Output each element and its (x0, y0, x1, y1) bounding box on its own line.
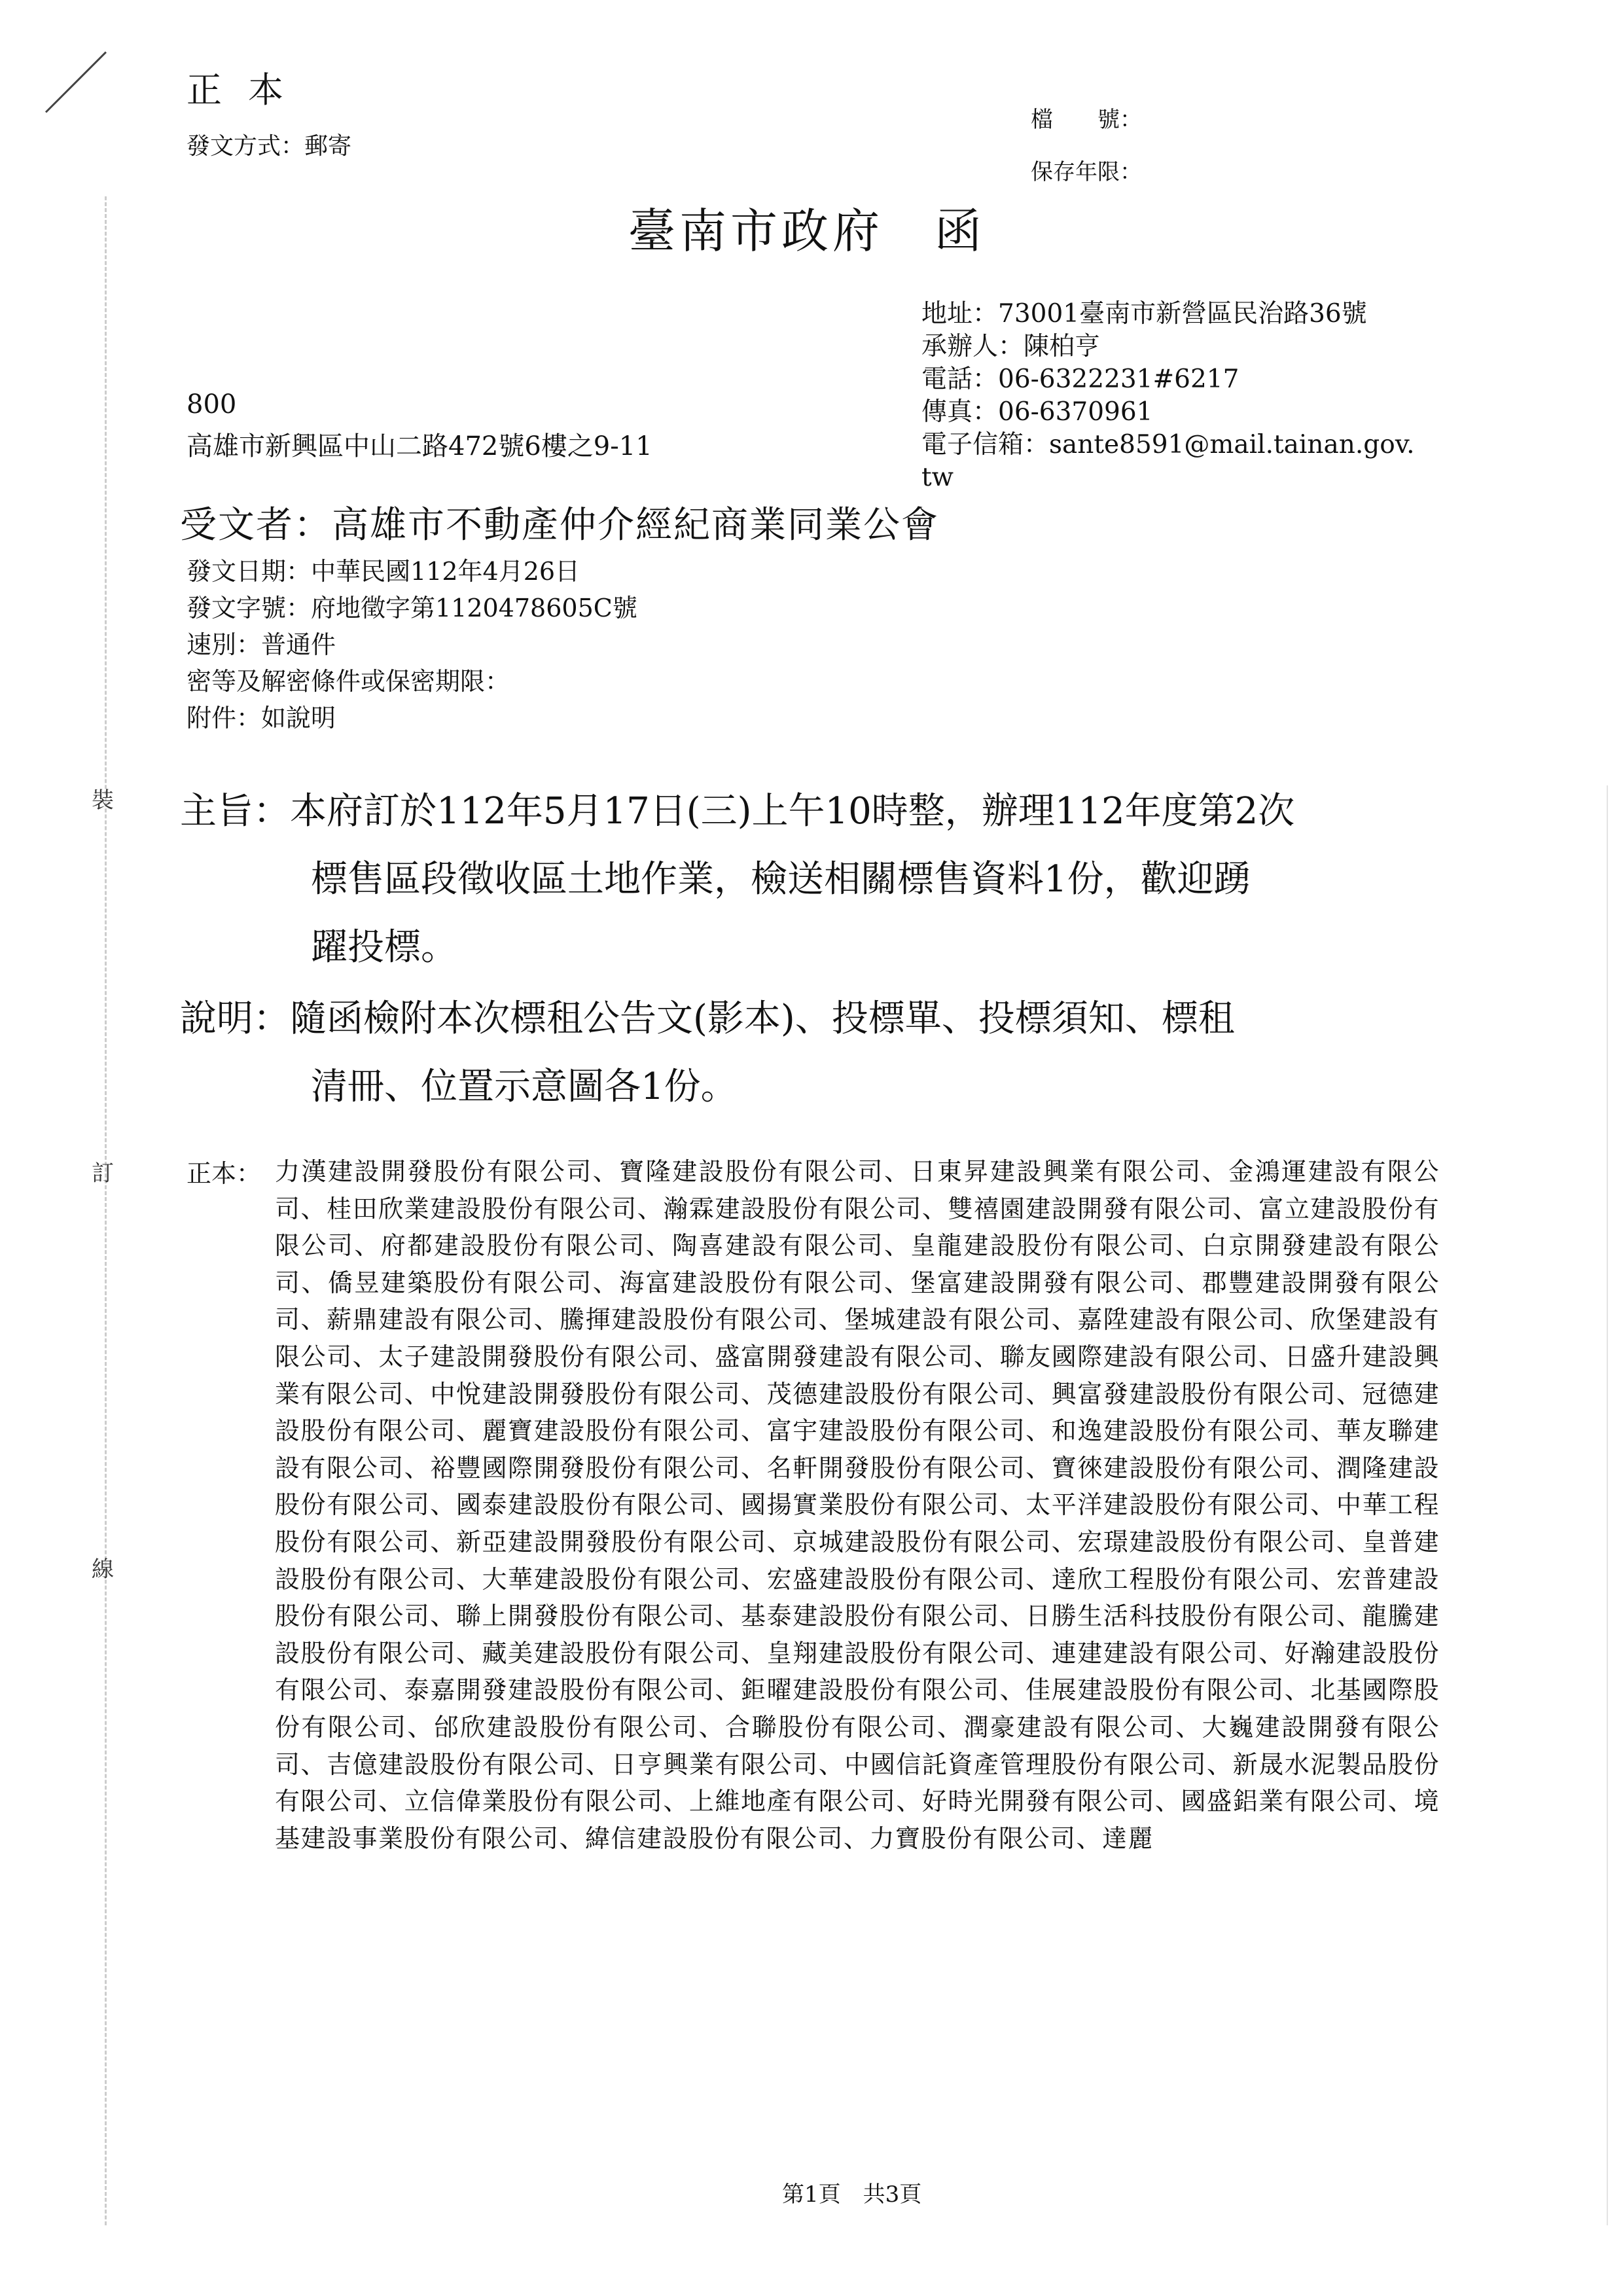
scan-edge-line (1607, 785, 1608, 2225)
subject-line-3: 躍投標。 (311, 926, 457, 969)
binding-mark-xian: 線 (92, 1556, 114, 1583)
scan-pen-mark (45, 52, 107, 113)
contact-phone: 電話：06-6322231#6217 (921, 365, 1240, 394)
document-title: 臺南市政府 函 (628, 204, 986, 259)
file-number-label: 檔 號： (1031, 107, 1142, 133)
subject-line-1: 主旨：本府訂於112年5月17日(三)上午10時整，辦理112年度第2次 (180, 790, 1295, 833)
document-number: 發文字號：府地徵字第1120478605C號 (187, 594, 637, 622)
contact-email-tail: tw (921, 463, 954, 492)
contact-address: 地址：73001臺南市新營區民治路36號 (921, 299, 1367, 329)
attachment: 附件：如說明 (187, 704, 336, 732)
security-level: 密等及解密條件或保密期限： (187, 667, 510, 696)
contact-fax: 傳真：06-6370961 (921, 397, 1153, 427)
binding-mark-ding: 訂 (92, 1160, 114, 1187)
issue-date: 發文日期：中華民國112年4月26日 (187, 557, 580, 586)
contact-handler: 承辦人：陳柏亨 (921, 332, 1101, 361)
explanation-line-1: 說明：隨函檢附本次標租公告文(影本)、投標單、投標須知、標租 (180, 997, 1235, 1040)
page-number: 第1頁 共3頁 (782, 2181, 922, 2208)
recipient-address: 高雄市新興區中山二路472號6樓之9-11 (187, 431, 652, 461)
explanation-line-2: 清冊、位置示意圖各1份。 (311, 1066, 738, 1108)
copy-recipients-list: 力漢建設開發股份有限公司、寶隆建設股份有限公司、日東昇建設興業有限公司、金鴻運建設有限公司、桂田欣業建設股份有限公司、瀚霖建設股份有限公司、雙禧園建設開發有限公司、富立建設股份有限公司、府都建設股份有限公司、陶喜建設有限公司、皇龍建設股份有限公司、白京開發建設有限公司、僑昱建築股份有限公司、海富建設股份有限公司、堡富建設開發有限公司、郡豐建設開發有限公司、薪鼎建設有限公司、騰揮建設股份有限公司、堡城建設有限公司、嘉陞建設有限公司、欣堡建設有限公司、太子建設開發股份有限公司、盛富開發建設有限公司、聯友國際建設有限公司、日盛升建設興業有限公司、中悅建設開發股份有限公司、茂德建設股份有限公司、興富發建設股份有限公司、冠德建設股份有限公司、麗寶建設股份有限公司、富宇建設股份有限公司、和逸建設股份有限公司、華友聯建設有限公司、裕豐國際開發股份有限公司、名軒開發股份有限公司、寶徠建設股份有限公司、潤隆建設股份有限公司、國泰建設股份有限公司、國揚實業股份有限公司、太平洋建設股份有限公司、中華工程股份有限公司、新亞建設開發股份有限公司、京城建設股份有限公司、宏璟建設股份有限公司、皇普建設股份有限公司、大華建設股份有限公司、宏盛建設股份有限公司、達欣工程股份有限公司、宏普建設股份有限公司、聯上開發股份有限公司、基泰建設股份有限公司、日勝生活科技股份有限公司、龍騰建設股份有限公司、藏美建設股份有限公司、皇翔建設股份有限公司、連建建設有限公司、好瀚建設股份有限公司、泰嘉開發建設股份有限公司、鉅曜建設股份有限公司、佳展建設股份有限公司、北基國際股份有限公司、邰欣建設股份有限公司、合聯股份有限公司、潤豪建設有限公司、大巍建設開發有限公司、吉億建設股份有限公司、日亨興業有限公司、中國信託資產管理股份有限公司、新晟水泥製品股份有限公司、立信偉業股份有限公司、上維地產有限公司、好時光開發有限公司、國盛鋁業有限公司、境基建設事業股份有限公司、緯信建設股份有限公司、力寶股份有限公司、達麗 (275, 1157, 1440, 1853)
contact-info (921, 298, 1415, 494)
binding-guide-line (105, 196, 107, 2225)
copy-type-label: 正本 (187, 69, 310, 111)
recipient-postal-code: 800 (187, 389, 237, 420)
document-meta (187, 553, 637, 736)
subject-section (180, 778, 1489, 982)
subject-line-2: 標售區段徵收區土地作業，檢送相關標售資料1份，歡迎踴 (311, 858, 1251, 901)
recipient: 受文者：高雄市不動產仲介經紀商業同業公會 (180, 504, 939, 547)
binding-mark-zhuang: 裝 (92, 787, 114, 814)
explanation-section (180, 985, 1489, 1121)
delivery-speed: 速別：普通件 (187, 630, 336, 659)
contact-email: 電子信箱：sante8591@mail.tainan.gov. (921, 430, 1415, 459)
send-method: 發文方式：郵寄 (187, 133, 352, 160)
copy-recipients-label: 正本： (187, 1159, 262, 1188)
retention-period-label: 保存年限： (1031, 159, 1142, 185)
